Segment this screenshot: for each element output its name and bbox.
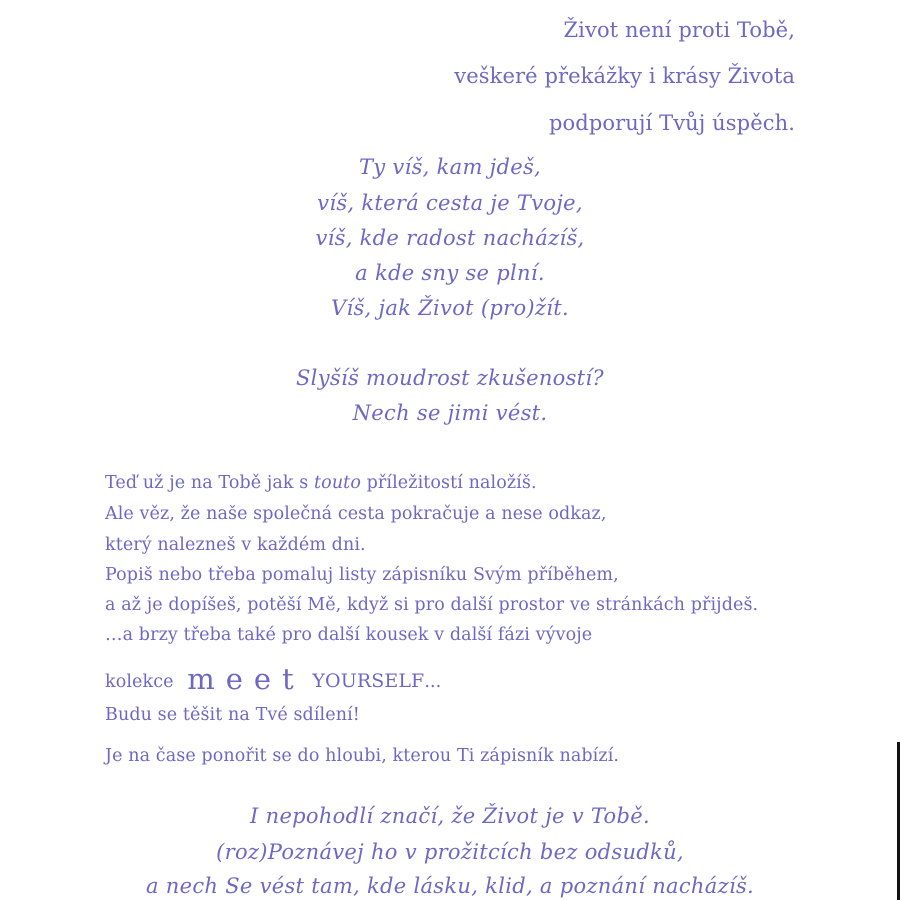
dive-line: Je na čase ponořit se do hloubi, kterou Ti zápisník nabízí. (105, 746, 620, 766)
poem-line-2: víš, která cesta je Tvoje, (317, 191, 583, 215)
body-line-1-after: příležitostí naložíš. (360, 473, 537, 493)
body-line-2: Ale věz, že naše společná cesta pokračuje a nese odkaz, (105, 504, 607, 524)
body-line-1-before: Teď už je na Tobě jak s (105, 473, 315, 493)
intro-line-2: veškeré překážky i krásy Života (454, 64, 795, 88)
poem-line-4: a kde sny se plní. (355, 261, 545, 285)
sharing-line: Budu se těšit na Tvé sdílení! (105, 705, 360, 725)
wisdom-line-1: Slyšíš moudrost zkušeností? (296, 366, 604, 390)
intro-line-3: podporují Tvůj úspěch. (549, 111, 795, 135)
closing-line-3: a nech Se vést tam, kde lásku, klid, a poznání nacházíš. (145, 874, 755, 898)
body-line-6: …a brzy třeba také pro další kousek v další fázi vývoje (105, 625, 593, 645)
poem-line-1: Ty víš, kam jdeš, (358, 155, 542, 179)
poem-line-5: Víš, jak Život (pro)žít. (331, 296, 569, 320)
poem-line-3: víš, kde radost nacházíš, (315, 226, 585, 250)
intro-line-1: Život není proti Tobě, (563, 18, 795, 42)
collection-suffix: ... (424, 672, 442, 692)
body-line-4: Popiš nebo třeba pomaluj listy zápisníku Svým příběhem, (105, 565, 619, 585)
body-line-1-emphasis: touto (314, 473, 361, 493)
body-line-3: který nalezneš v každém dni. (105, 535, 366, 555)
collection-line (105, 660, 441, 694)
body-line-5: a až je dopíšeš, potěší Mě, když si pro další prostor ve stránkách přijdeš. (105, 595, 759, 615)
brand-meet: meet (187, 662, 305, 696)
collection-prefix: kolekce (105, 672, 174, 692)
closing-line-1: I nepohodlí značí, že Život je v Tobě. (250, 804, 650, 828)
wisdom-line-2: Nech se jimi vést. (352, 401, 548, 425)
closing-line-2: (roz)Poznávej ho v prožitcích bez odsudků, (216, 840, 684, 864)
body-line-1 (105, 473, 537, 493)
brand-yourself: YOURSELF (312, 670, 425, 692)
